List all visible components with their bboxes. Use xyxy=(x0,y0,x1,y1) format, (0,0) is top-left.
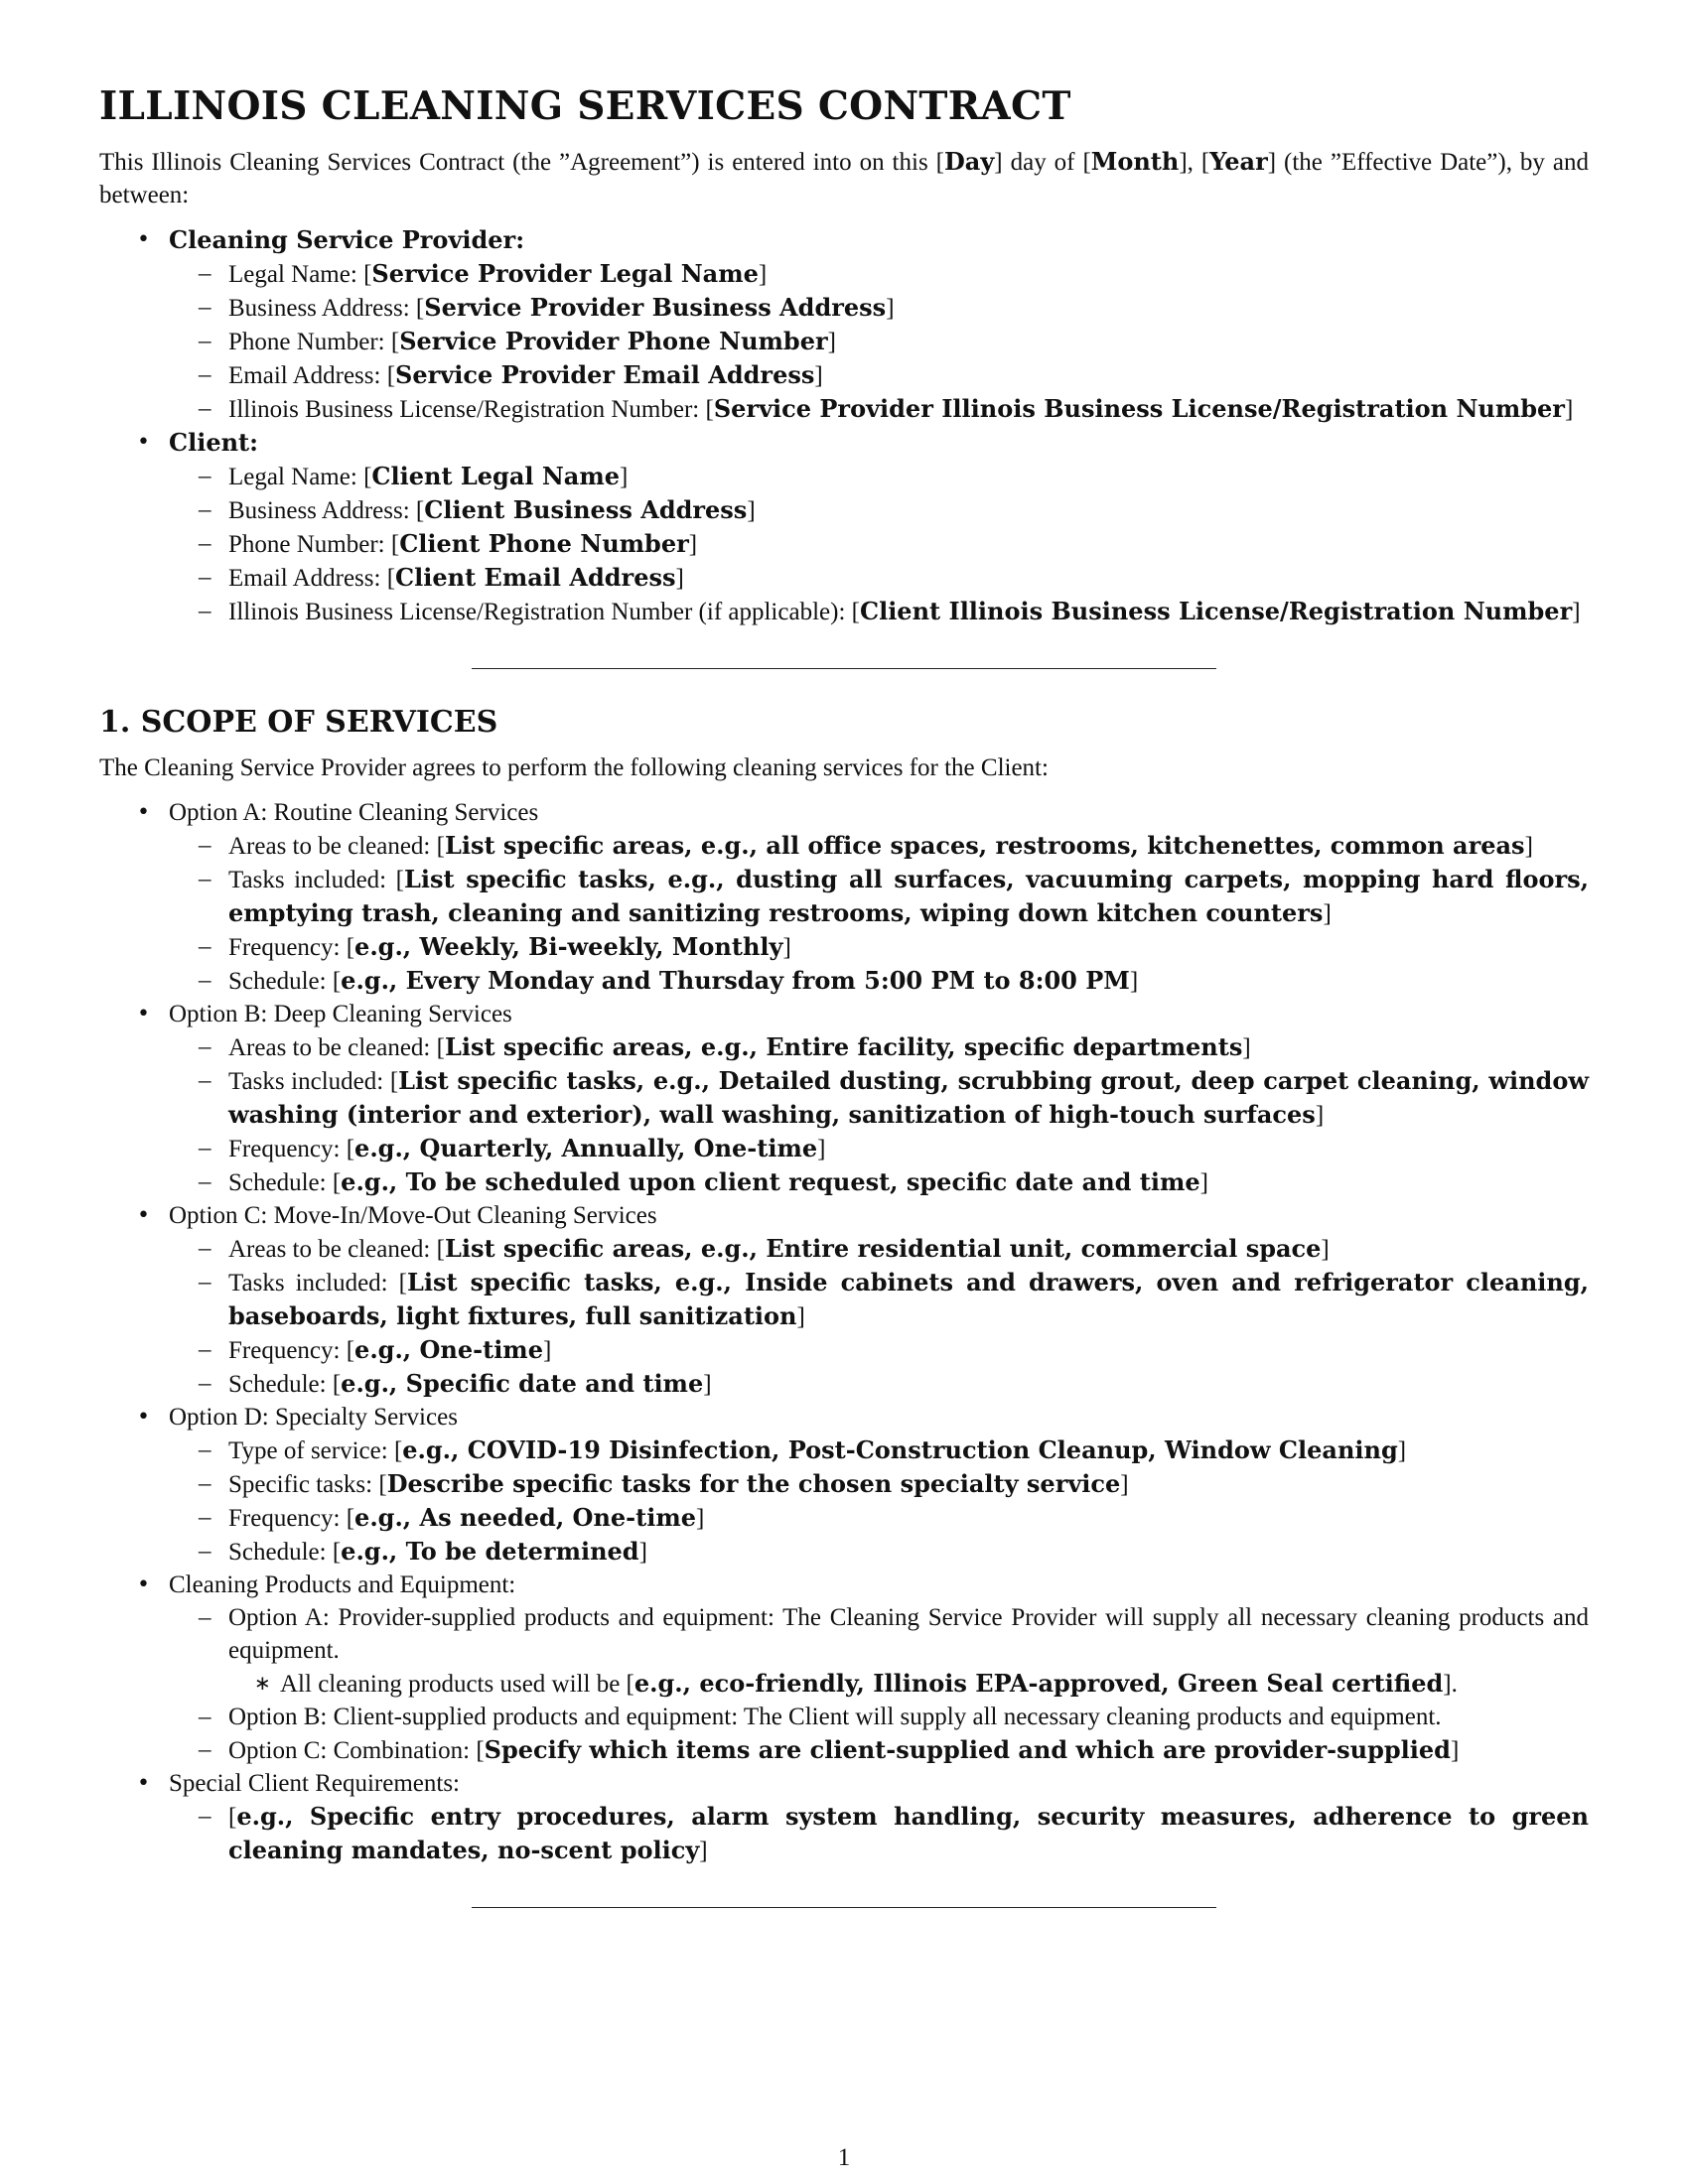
party-client xyxy=(99,426,1589,628)
special-requirements xyxy=(99,1767,1589,1867)
option-item: – Areas to be cleaned: [List specific areas, e.g., all office spaces, restrooms, kitchenettes, common areas] xyxy=(169,829,1589,863)
products-option-c: – Option C: Combination: [Specify which items are client-supplied and which are provider-supplied] xyxy=(169,1733,1589,1767)
service-option-b xyxy=(99,998,1589,1199)
service-option-c xyxy=(99,1199,1589,1401)
option-title: • Option D: Specialty Services xyxy=(169,1404,458,1431)
service-option-d xyxy=(99,1401,1589,1569)
intro-text: ] day of [ xyxy=(994,149,1091,176)
party-provider xyxy=(99,223,1589,426)
month-placeholder: Month xyxy=(1090,147,1180,176)
party-field: – Phone Number: [Service Provider Phone Number] xyxy=(169,325,1589,358)
document-title: ILLINOIS CLEANING SERVICES CONTRACT xyxy=(99,83,1071,129)
intro-paragraph xyxy=(99,145,1589,211)
option-item: – Schedule: [e.g., To be scheduled upon client request, specific date and time] xyxy=(169,1165,1589,1199)
intro-text: ], [ xyxy=(1179,149,1210,176)
year-placeholder: Year xyxy=(1209,147,1268,176)
party-field: – Illinois Business License/Registration Number: [Service Provider Illinois Business License/Registration Number] xyxy=(169,392,1589,426)
option-item: – Schedule: [e.g., To be determined] xyxy=(169,1535,1589,1569)
services-list xyxy=(99,796,1589,1867)
option-item: – Areas to be cleaned: [List specific areas, e.g., Entire facility, specific departments] xyxy=(169,1030,1589,1064)
intro-text: This Illinois Cleaning Services Contract (the ”Agreement”) is entered into on this [ xyxy=(99,149,944,176)
party-field: – Business Address: [Client Business Address] xyxy=(169,493,1589,527)
party-field: – Email Address: [Client Email Address] xyxy=(169,561,1589,595)
day-placeholder: Day xyxy=(943,147,995,176)
option-item: – Tasks included: [List specific tasks, e.g., Inside cabinets and drawers, oven and refrigerator cleaning, baseboards, light fixtures, full sanitization] xyxy=(169,1266,1589,1333)
option-item: – Tasks included: [List specific tasks, e.g., dusting all surfaces, vacuuming carpets, mopping hard floors, emptying trash, cleaning and sanitizing restrooms, wiping down kitchen counters] xyxy=(169,863,1589,930)
option-title: • Option B: Deep Cleaning Services xyxy=(169,1001,512,1027)
option-item: – Areas to be cleaned: [List specific areas, e.g., Entire residential unit, commercial space] xyxy=(169,1232,1589,1266)
page-number: 1 xyxy=(837,2144,851,2171)
option-title: • Option C: Move-In/Move-Out Cleaning Services xyxy=(169,1202,657,1229)
option-item: – Schedule: [e.g., Every Monday and Thursday from 5:00 PM to 8:00 PM] xyxy=(169,964,1589,998)
intro-text: ] (the ”Effective Date”), by and between: xyxy=(99,149,1589,208)
products-option-a: – Option A: Provider-supplied products and equipment: The Cleaning Service Provider will supply all necessary cleaning products and equipment. ∗ All cleaning products used will be [e.g., eco-friendly, Illinois EPA-approved, Green Seal certified]. xyxy=(169,1601,1589,1701)
document-page xyxy=(99,83,1589,1932)
party-field: – Legal Name: [Client Legal Name] xyxy=(169,460,1589,493)
party-field: – Illinois Business License/Registration Number (if applicable): [Client Illinois Business License/Registration Number] xyxy=(169,595,1589,628)
option-item: – Tasks included: [List specific tasks, e.g., Detailed dusting, scrubbing grout, deep carpet cleaning, window washing (interior and exterior), wall washing, sanitization of high-touch surfaces] xyxy=(169,1064,1589,1132)
section-divider xyxy=(472,668,1216,669)
party-field: – Phone Number: [Client Phone Number] xyxy=(169,527,1589,561)
option-title: • Option A: Routine Cleaning Services xyxy=(169,799,539,826)
option-item: – Schedule: [e.g., Specific date and time] xyxy=(169,1367,1589,1401)
option-item: – Frequency: [e.g., One-time] xyxy=(169,1333,1589,1367)
products-option-b: – Option B: Client-supplied products and equipment: The Client will supply all necessary cleaning products and equipment. xyxy=(169,1701,1589,1733)
party-heading: Client: xyxy=(169,428,258,457)
option-item: – Frequency: [e.g., Weekly, Bi-weekly, Monthly] xyxy=(169,930,1589,964)
service-option-a xyxy=(99,796,1589,998)
option-title: • Cleaning Products and Equipment: xyxy=(169,1571,516,1598)
section-divider xyxy=(472,1907,1216,1908)
option-item: – Specific tasks: [Describe specific tasks for the chosen specialty service] xyxy=(169,1467,1589,1501)
option-item: – Frequency: [e.g., As needed, One-time] xyxy=(169,1501,1589,1535)
products-sub-item: ∗ All cleaning products used will be [e.g., eco-friendly, Illinois EPA-approved, Green Seal certified]. xyxy=(228,1667,1589,1701)
option-item: – Frequency: [e.g., Quarterly, Annually, One-time] xyxy=(169,1132,1589,1165)
party-heading: Cleaning Service Provider: xyxy=(169,225,525,254)
parties-list xyxy=(99,223,1589,628)
party-field: – Email Address: [Service Provider Email Address] xyxy=(169,358,1589,392)
option-title: • Special Client Requirements: xyxy=(169,1770,460,1797)
special-requirement-item: – [e.g., Specific entry procedures, alarm system handling, security measures, adherence to green cleaning mandates, no-scent policy] xyxy=(169,1800,1589,1867)
section-heading: 1. SCOPE OF SERVICES xyxy=(99,705,498,740)
section-lead: The Cleaning Service Provider agrees to perform the following cleaning services for the Client: xyxy=(99,754,1049,781)
option-item: – Type of service: [e.g., COVID-19 Disinfection, Post-Construction Cleanup, Window Cleaning] xyxy=(169,1433,1589,1467)
party-field: – Business Address: [Service Provider Business Address] xyxy=(169,291,1589,325)
products-equipment xyxy=(99,1569,1589,1767)
party-field: – Legal Name: [Service Provider Legal Name] xyxy=(169,257,1589,291)
